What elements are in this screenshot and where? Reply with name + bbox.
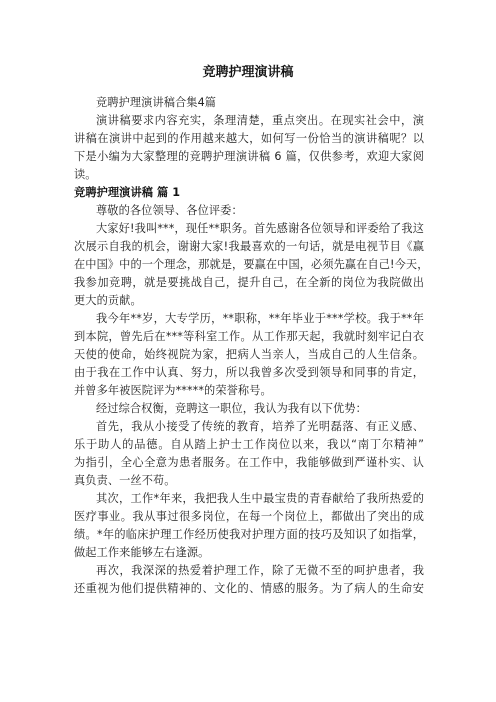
paragraph-line: 演讲稿要求内容充实，条理清楚，重点突出。在现实社会中，演 — [96, 114, 424, 127]
section-heading: 竞聘护理演讲稿 篇 1 — [74, 186, 181, 199]
paragraph-line: 由于我在工作中认真、努力，所以我曾多次受到领导和同事的肯定， — [74, 366, 424, 379]
paragraph-line: 其次，工作*年来，我把我人生中最宝贵的青春献给了我所热爱的 — [96, 492, 424, 505]
paragraph-line: 我今年**岁，大专学历，**职称，**年毕业于***学校。我于**年 — [96, 312, 424, 325]
paragraph-line: 乐于助人的品德。自从踏上护士工作岗位以来，我以“南丁尔精神” — [74, 438, 424, 451]
paragraph-line: 天使的使命，始终视院为家，把病人当亲人，当成自己的人生信条。 — [74, 348, 424, 361]
salutation-line: 尊敬的各位领导、各位评委： — [96, 204, 243, 217]
paragraph-line: 讲稿在演讲中起到的作用越来越大，如何写一份恰当的演讲稿呢？以 — [74, 132, 424, 145]
subtitle-line: 竞聘护理演讲稿合集4篇 — [96, 96, 217, 109]
document-title: 竞聘护理演讲稿 — [202, 65, 294, 80]
paragraph-line: 次展示自我的机会，谢谢大家!我最喜欢的一句话，就是电视节目《赢 — [74, 240, 424, 253]
paragraph-line: 经过综合权衡，竞聘这一职位，我认为我有以下优势： — [96, 402, 367, 415]
paragraph-line: 我参加竞聘，就是要挑战自己，提升自己，在全新的岗位为我院做出 — [74, 276, 424, 289]
paragraph-line: 下是小编为大家整理的竞聘护理演讲稿 6 篇，仅供参考，欢迎大家阅 — [74, 150, 424, 163]
paragraph-line: 大家好!我叫***，现任**职务。首先感谢各位领导和评委给了我这 — [96, 222, 424, 235]
paragraph-line: 绩。*年的临床护理工作经历使我对护理方面的技巧及知识了如指掌， — [74, 528, 424, 541]
paragraph-line: 真负责、一丝不苟。 — [74, 474, 176, 487]
paragraph-line: 在中国》中的一个理念，那就是，要赢在中国，必须先赢在自己!今天， — [74, 258, 429, 271]
paragraph-line: 再次，我深深的热爱着护理工作，除了无微不至的呵护患者，我 — [96, 564, 424, 577]
paragraph-line: 首先，我从小接受了传统的教育，培养了光明磊落、有正义感、 — [96, 420, 424, 433]
paragraph-line: 还重视为他们提供精神的、文化的、情感的服务。为了病人的生命安 — [74, 582, 424, 595]
paragraph-line: 并曾多年被医院评为*****的荣誉称号。 — [74, 384, 272, 397]
paragraph-line: 医疗事业。我从事过很多岗位，在每一个岗位上，都做出了突出的成 — [74, 510, 424, 523]
paragraph-line: 到本院，曾先后在***等科室工作。从工作那天起，我就时刻牢记白衣 — [74, 330, 424, 343]
paragraph-line: 为指引，全心全意为患者服务。在工作中，我能够做到严谨朴实、认 — [74, 456, 424, 469]
paragraph-line: 做起工作来能够左右逢源。 — [74, 546, 210, 559]
paragraph-line: 读。 — [74, 168, 97, 181]
paragraph-line: 更大的贡献。 — [74, 294, 142, 307]
